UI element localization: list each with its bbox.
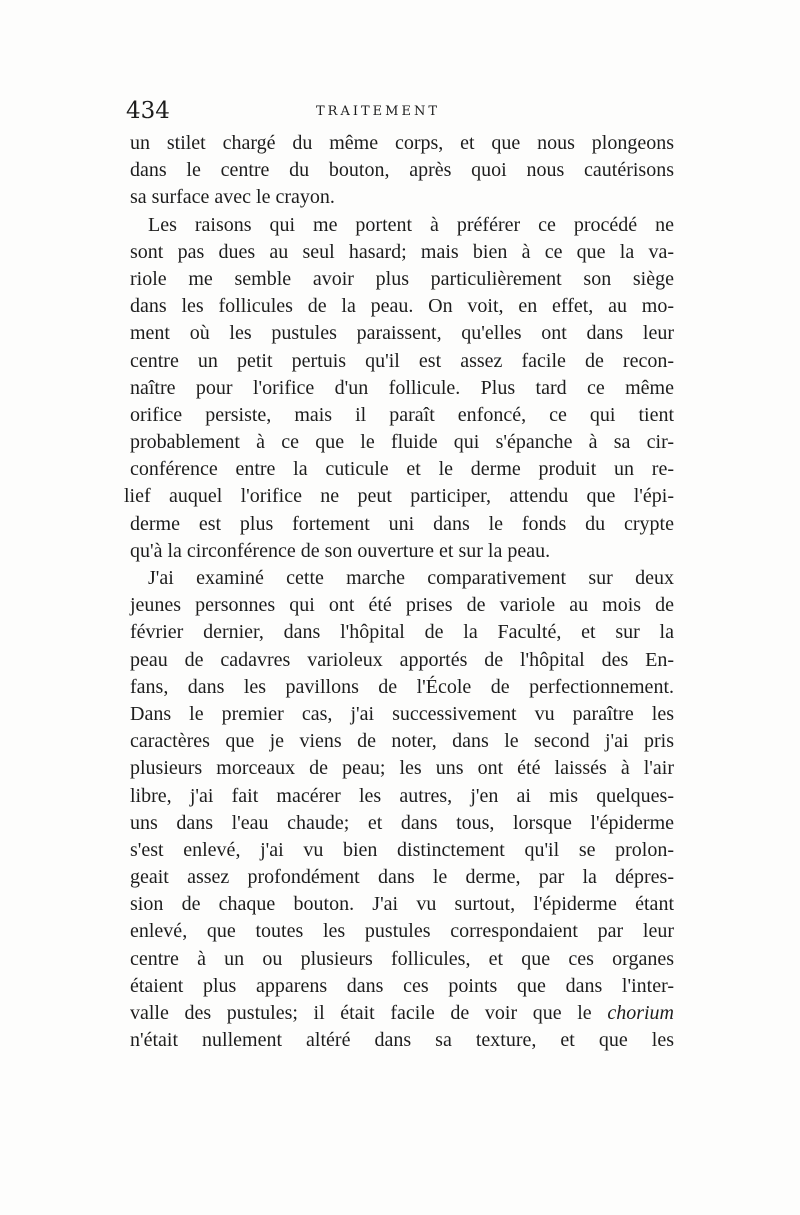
text-line: naître pour l'orifice d'un follicule. Plus tard ce même <box>130 376 674 399</box>
text-line: orifice persiste, mais il paraît enfoncé, ce qui tient <box>130 403 674 426</box>
text-line: dans les follicules de la peau. On voit, en effet, au mo- <box>130 295 674 318</box>
text-line: plusieurs morceaux de peau; les uns ont été laissés à l'air <box>130 757 674 780</box>
text-line: un stilet chargé du même corps, et que nous plongeons <box>130 132 674 154</box>
text-line: étaient plus apparens dans ces points que dans l'inter- <box>130 974 674 997</box>
text-line: sa surface avec le crayon. <box>130 186 335 209</box>
text-line-part: valle des pustules; il était facile de voir que le <box>130 1002 592 1024</box>
italic-term: chorium <box>607 1002 674 1024</box>
paragraph-start-line: J'ai examiné cette marche comparativement sur deux <box>148 567 674 589</box>
text-line <box>130 1000 674 1027</box>
text-line: centre à un ou plusieurs follicules, et que ces organes <box>130 947 674 970</box>
running-head: TRAITEMENT <box>316 104 440 119</box>
text-line: sion de chaque bouton. J'ai vu surtout, l'épiderme étant <box>130 893 674 916</box>
body-text <box>124 130 674 1054</box>
text-line: sont pas dues au seul hasard; mais bien à ce que la va- <box>130 240 674 263</box>
text-line: conférence entre la cuticule et le derme produit un re- <box>130 458 674 481</box>
text-line: s'est enlevé, j'ai vu bien distinctement qu'il se prolon- <box>130 838 674 861</box>
text-line: lief auquel l'orifice ne peut participer, attendu que l'épi- <box>124 485 674 508</box>
text-line: Dans le premier cas, j'ai successivement vu paraître les <box>130 702 674 725</box>
text-line: uns dans l'eau chaude; et dans tous, lorsque l'épiderme <box>130 811 674 834</box>
page-header <box>126 97 686 127</box>
page-number: 434 <box>126 98 170 124</box>
text-line: qu'à la circonférence de son ouverture et sur la peau. <box>130 539 551 562</box>
paragraph-start-line: Les raisons qui me portent à préférer ce procédé ne <box>148 213 674 236</box>
text-line: probablement à ce que le fluide qui s'épanche à sa cir- <box>130 431 674 454</box>
text-line: n'était nullement altéré dans sa texture, et que les <box>130 1029 674 1052</box>
text-line: fans, dans les pavillons de l'École de perfectionnement. <box>130 675 674 698</box>
text-line: caractères que je viens de noter, dans le second j'ai pris <box>130 730 674 753</box>
text-line: libre, j'ai fait macérer les autres, j'en ai mis quelques- <box>130 784 674 807</box>
text-line: jeunes personnes qui ont été prises de variole au mois de <box>130 594 674 617</box>
text-line: dans le centre du bouton, après quoi nous cautérisons <box>130 159 674 182</box>
text-line: ment où les pustules paraissent, qu'elles ont dans leur <box>130 322 674 345</box>
text-line: riole me semble avoir plus particulièrement son siège <box>130 267 674 290</box>
text-line: geait assez profondément dans le derme, par la dépres- <box>130 866 674 889</box>
text-line: derme est plus fortement uni dans le fonds du crypte <box>130 512 674 535</box>
text-line: peau de cadavres varioleux apportés de l'hôpital des En- <box>130 648 674 671</box>
text-line: février dernier, dans l'hôpital de la Faculté, et sur la <box>130 621 674 644</box>
text-line: enlevé, que toutes les pustules correspondaient par leur <box>130 920 674 943</box>
text-line: centre un petit pertuis qu'il est assez facile de recon- <box>130 349 674 372</box>
